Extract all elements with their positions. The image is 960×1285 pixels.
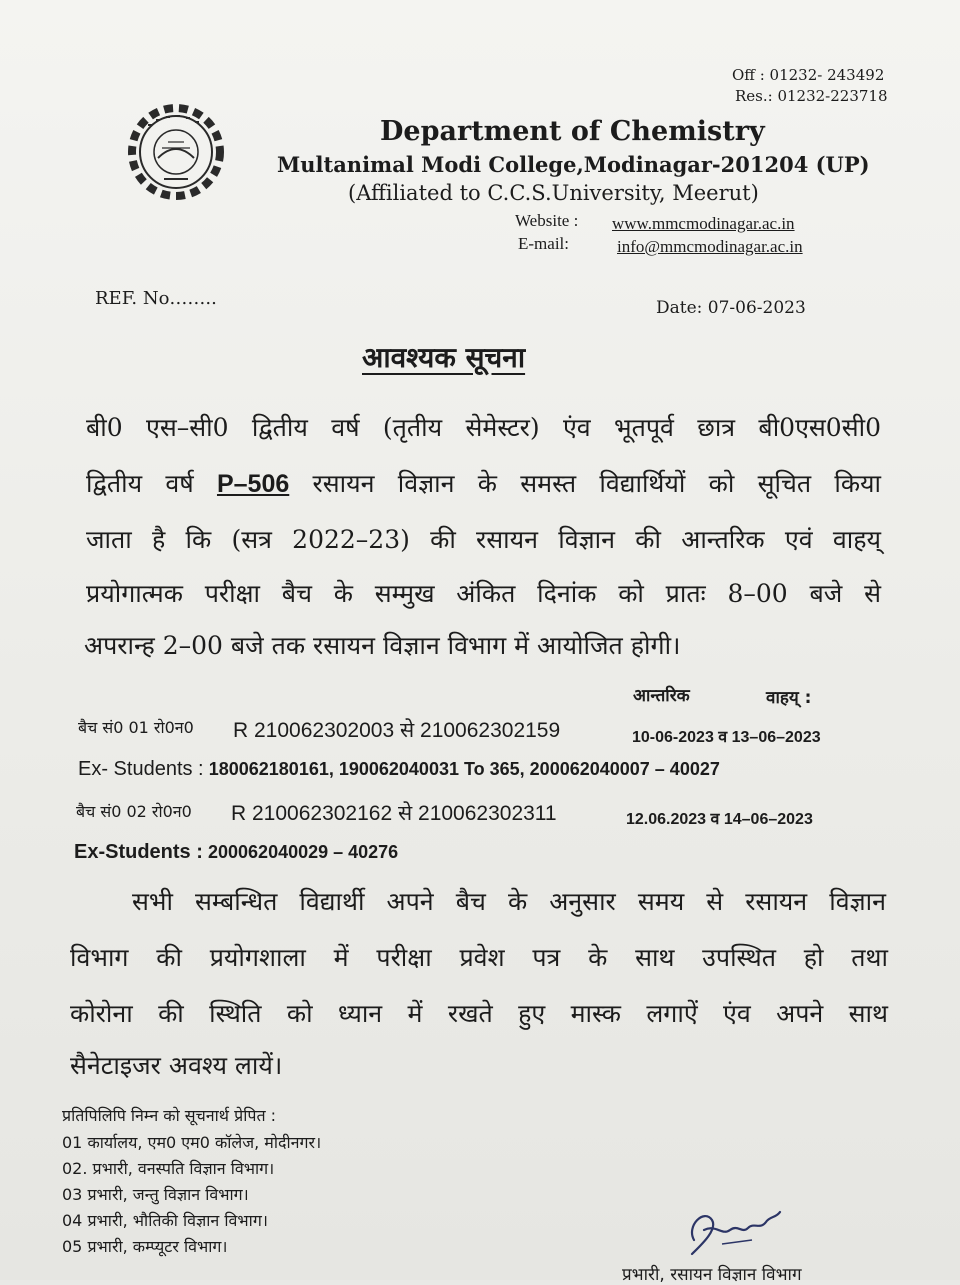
paragraph-line: सभी सम्बन्धित विद्यार्थी अपने बैच के अनुसार समय से रसायन विज्ञान <box>132 887 886 916</box>
ex-students-rolls: 200062040029 – 40276 <box>208 842 399 862</box>
paragraph-line <box>86 466 881 500</box>
paper-code: P–506 <box>216 470 290 498</box>
batch-roll-range: R 210062302003 से 210062302159 <box>233 719 561 742</box>
office-phone: Off : 01232- 243492 <box>732 66 885 84</box>
paragraph-line: सैनेटाइजर अवश्य लायें। <box>70 1051 283 1080</box>
batch-label: बैच सं0 01 रो0न0 <box>78 718 194 737</box>
batch-roll-range: R 210062302162 से 210062302311 <box>231 802 557 825</box>
residence-phone: Res.: 01232-223718 <box>735 87 888 105</box>
paragraph-line: प्रयोगात्मक परीक्षा बैच के सम्मुख अंकित दिनांक को प्रातः 8–00 बजे से <box>86 579 881 608</box>
affiliation: (Affiliated to C.C.S.University, Meerut) <box>348 181 759 205</box>
copy-to-item: 04 प्रभारी, भौतिकी विज्ञान विभाग। <box>62 1211 268 1230</box>
notice-heading: आवश्यक सूचना <box>362 341 526 374</box>
batch-dates: 12.06.2023 व 14–06–2023 <box>626 811 813 828</box>
notice-date: Date: 07-06-2023 <box>656 298 806 318</box>
copy-to-heading: प्रतिपिलिपि निम्न को सूचनार्थ प्रेपित : <box>62 1106 277 1125</box>
ex-students-label: Ex-Students : <box>74 841 203 863</box>
batch-label: बैच सं0 02 रो0न0 <box>76 802 192 821</box>
reference-number: REF. No…….. <box>95 288 217 309</box>
email-link[interactable]: info@mmcmodinagar.ac.in <box>617 237 803 256</box>
ex-students-rolls: 180062180161, 190062040031 To 365, 200062040007 – 40027 <box>208 759 720 779</box>
copy-to-item: 03 प्रभारी, जन्तु विज्ञान विभाग। <box>62 1185 249 1204</box>
paragraph-line: बी0 एस–सी0 द्वितीय वर्ष (तृतीय सेमेस्टर) एंव भूतपूर्व छात्र बी0एस0सी0 <box>86 413 881 442</box>
email-label: E-mail: <box>518 234 569 253</box>
batch-row-1 <box>78 716 194 738</box>
batch-dates: 10-06-2023 व 13–06–2023 <box>632 729 821 746</box>
college-seal-logo <box>118 96 234 208</box>
ex-students-row-2 <box>74 841 398 864</box>
copy-to-item: 02. प्रभारी, वनस्पति विज्ञान विभाग। <box>62 1159 275 1178</box>
copy-to-item: 01 कार्यालय, एम0 एम0 कॉलेज, मोदीनगर। <box>62 1133 322 1152</box>
website-label: Website : <box>515 211 579 230</box>
department-title: Department of Chemistry <box>380 116 765 147</box>
signatory-title: प्रभारी, रसायन विज्ञान विभाग <box>622 1265 802 1285</box>
paragraph-line: अपरान्ह 2–00 बजे तक रसायन विज्ञान विभाग में आयोजित होगी। <box>84 631 681 660</box>
paragraph-text: द्वितीय वर्ष <box>86 469 194 498</box>
paragraph-line: कोरोना की स्थिति को ध्यान में रखते हुए मास्क लगाऐं एंव अपने साथ <box>70 999 888 1028</box>
external-header: वाहय् : <box>766 688 812 708</box>
handwritten-signature <box>682 1200 792 1262</box>
paragraph-text: रसायन विज्ञान के समस्त विद्यार्थियों को सूचित किया <box>312 469 881 498</box>
website-link[interactable]: www.mmcmodinagar.ac.in <box>612 214 795 233</box>
ex-students-label: Ex- Students : <box>78 758 204 780</box>
paragraph-line: जाता है कि (सत्र 2022–23) की रसायन विज्ञान की आन्तरिक एवं वाहय् <box>86 525 881 554</box>
internal-header: आन्तरिक <box>633 686 690 706</box>
ex-students-row-1 <box>78 758 720 781</box>
batch-row-2 <box>76 800 192 822</box>
college-name: Multanimal Modi College,Modinagar-201204 (UP) <box>277 152 870 177</box>
copy-to-item: 05 प्रभारी, कम्प्यूटर विभाग। <box>62 1237 228 1256</box>
paragraph-line: विभाग की प्रयोगशाला में परीक्षा प्रवेश पत्र के साथ उपस्थित हो तथा <box>70 943 888 972</box>
